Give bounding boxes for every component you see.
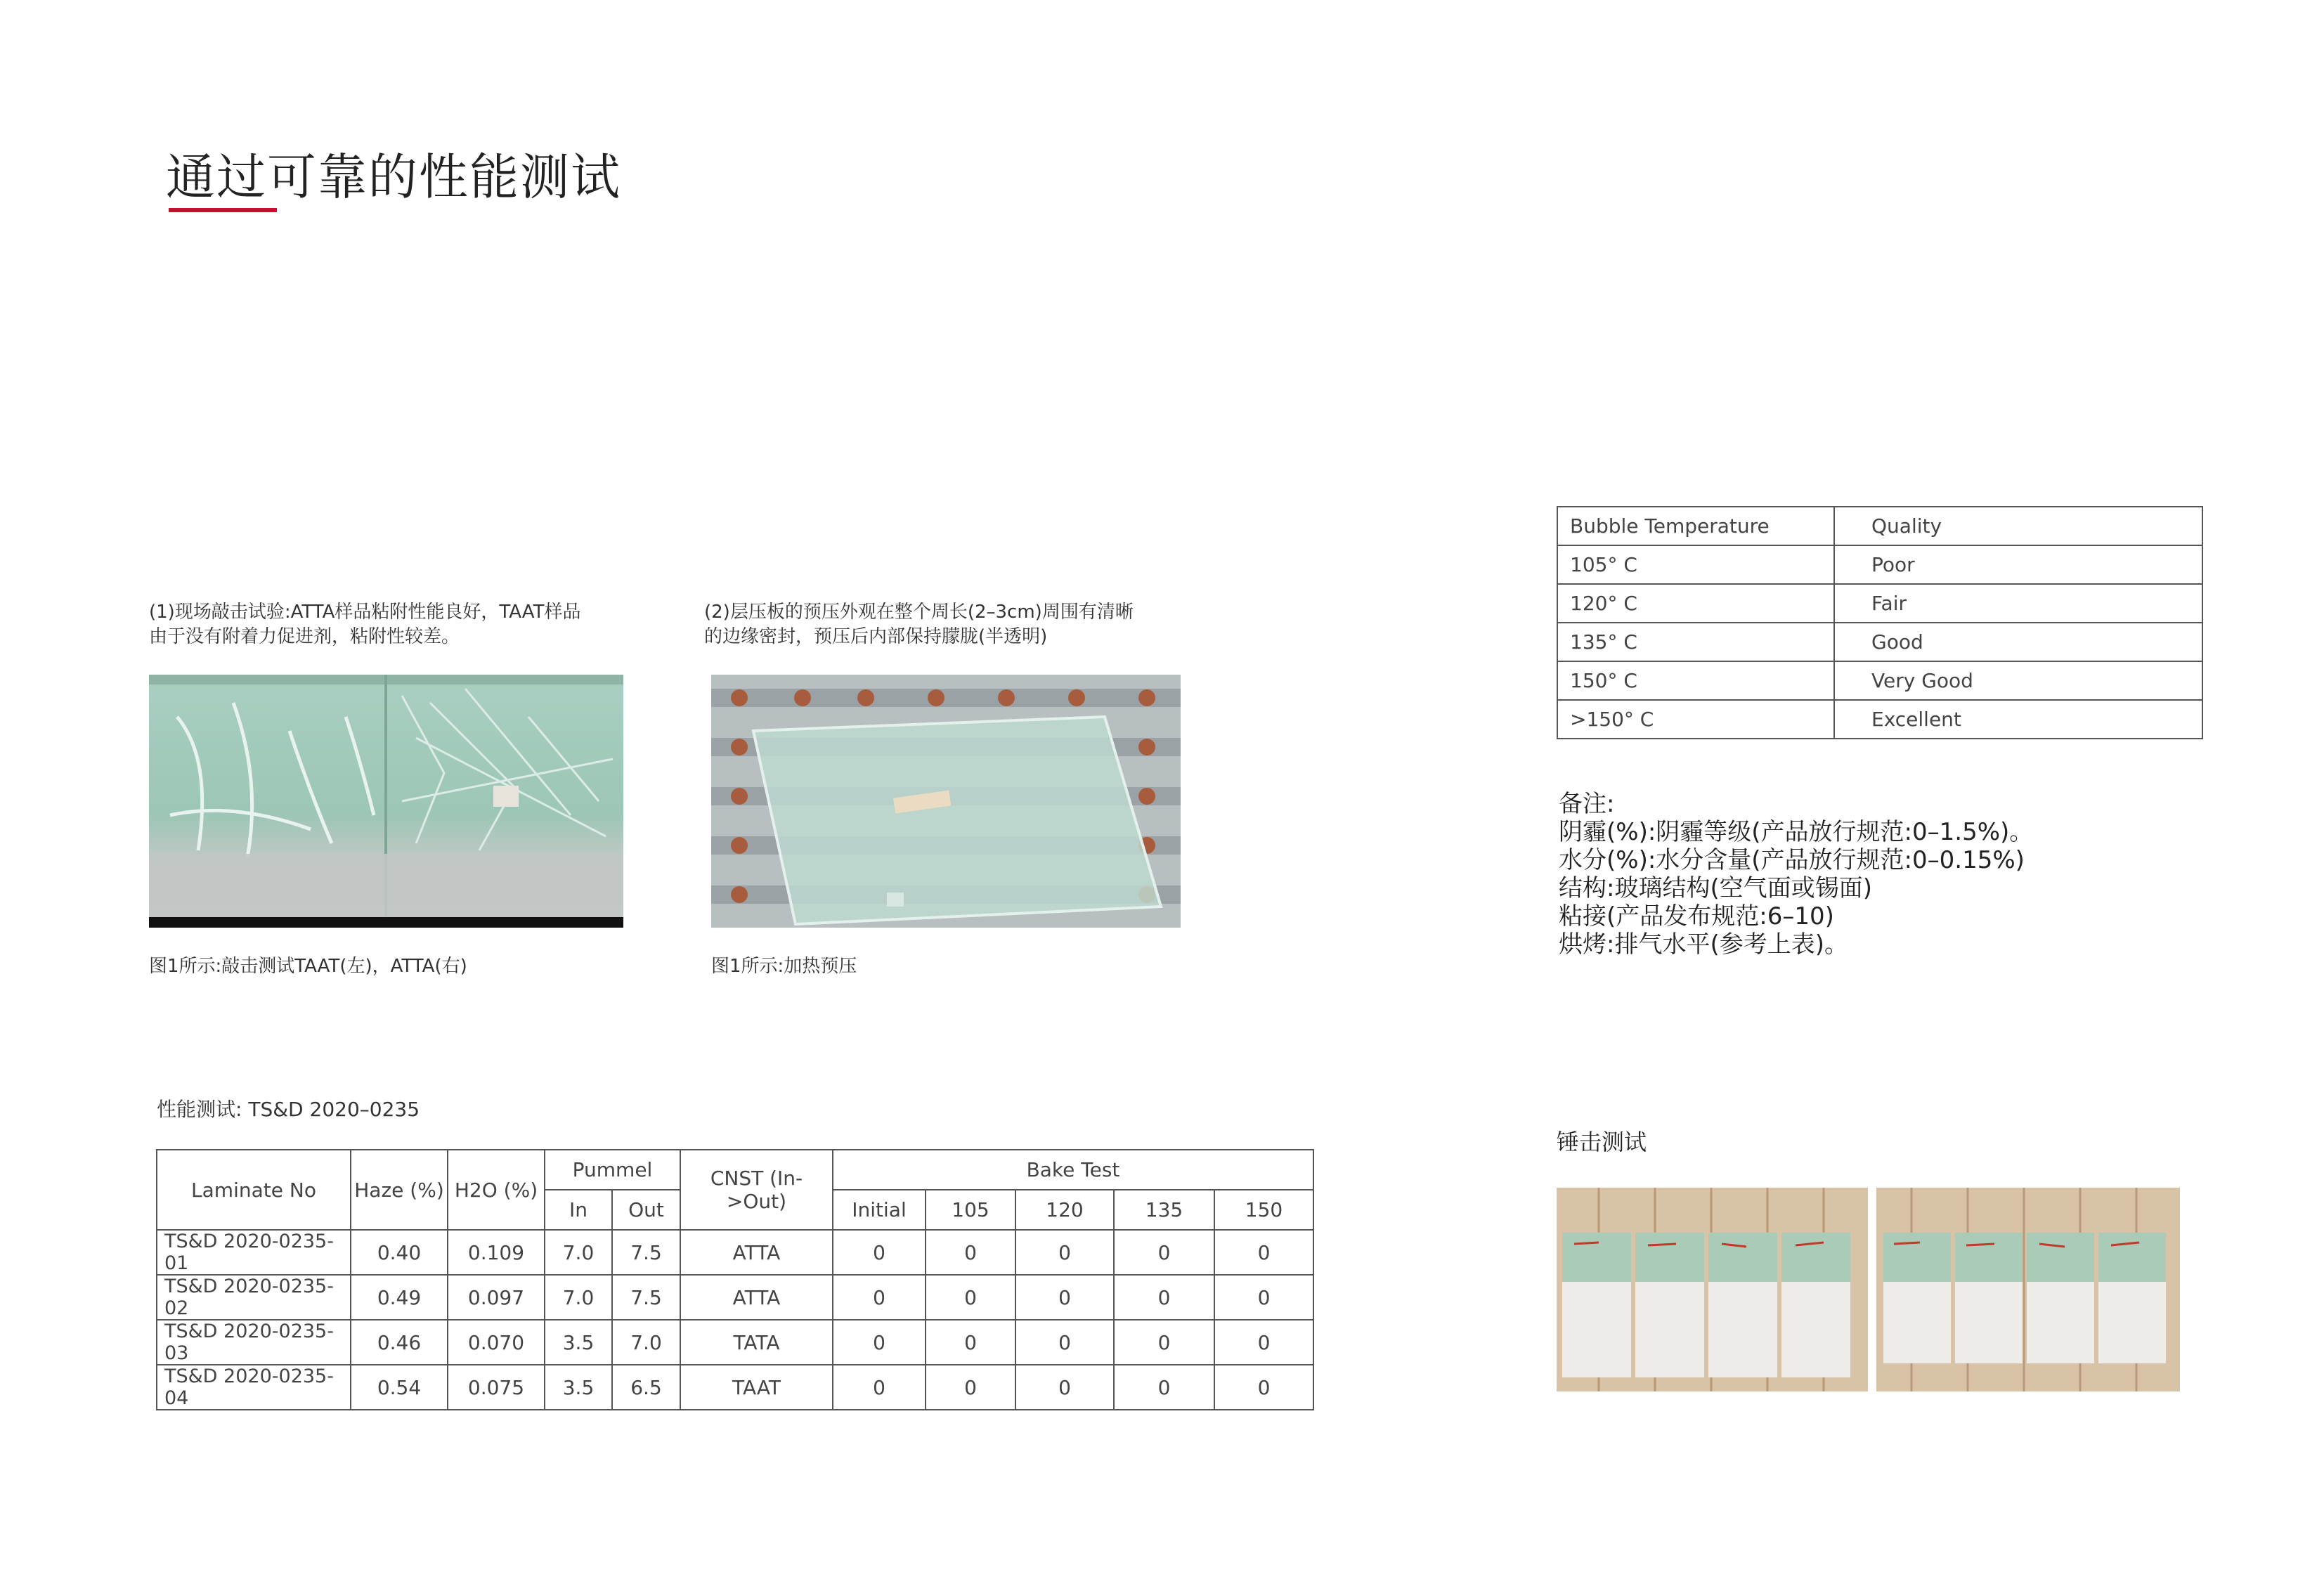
table-cell: 120° C	[1557, 584, 1834, 623]
table-row	[157, 1230, 1313, 1275]
caption-line: 的边缘密封，预压后内部保持朦胧(半透明)	[704, 626, 1048, 647]
table-cell: 7.5	[612, 1275, 680, 1320]
table-cell: 0.54	[351, 1365, 448, 1410]
table-cell: 0	[1015, 1275, 1114, 1320]
table-cell: 3.5	[545, 1365, 612, 1410]
header-bake-105: 105	[926, 1190, 1015, 1230]
table-row	[157, 1275, 1313, 1320]
table-cell: TS&D 2020-0235-04	[157, 1365, 351, 1410]
table-cell: 0	[926, 1320, 1015, 1365]
table-cell: 0	[1214, 1365, 1313, 1410]
table-cell: 0	[833, 1230, 926, 1275]
table-cell: 0	[926, 1230, 1015, 1275]
table-header-row	[1557, 507, 2202, 545]
title-underline	[169, 208, 277, 212]
table-cell: Bubble Temperature	[1557, 507, 1834, 545]
table-row	[157, 1320, 1313, 1365]
table-cell: 7.5	[612, 1230, 680, 1275]
header-pummel-out: Out	[612, 1190, 680, 1230]
notes-line: 粘接(产品发布规范:6–10)	[1559, 902, 1834, 930]
table-row	[1557, 623, 2202, 661]
caption-prepress	[704, 600, 1210, 649]
caption-line: 由于没有附着力促进剂，粘附性较差。	[149, 626, 460, 647]
table-cell: 0.097	[448, 1275, 545, 1320]
notes-heading: 备注:	[1559, 790, 1615, 818]
table-cell: 7.0	[612, 1320, 680, 1365]
table-cell: 150° C	[1557, 661, 1834, 700]
table-cell: Quality	[1834, 507, 2202, 545]
table-cell: ATTA	[680, 1230, 833, 1275]
figure-caption-2: 图1所示:加热预压	[711, 956, 857, 977]
table-cell: 135° C	[1557, 623, 1834, 661]
table-cell: Very Good	[1834, 661, 2202, 700]
table-cell: Poor	[1834, 545, 2202, 584]
header-h2o: H2O (%)	[448, 1150, 545, 1230]
table-cell: 0	[1114, 1230, 1214, 1275]
table-cell: 0	[926, 1275, 1015, 1320]
header-bake-150: 150	[1214, 1190, 1313, 1230]
table-cell: TATA	[680, 1320, 833, 1365]
table-cell: 0.46	[351, 1320, 448, 1365]
header-haze: Haze (%)	[351, 1150, 448, 1230]
table-cell: 0.40	[351, 1230, 448, 1275]
notes-line: 烘烤:排气水平(参考上表)。	[1559, 930, 1848, 959]
performance-test-table	[156, 1149, 1314, 1410]
table-cell: 0.070	[448, 1320, 545, 1365]
hammer-test-photo-right	[1876, 1188, 2180, 1391]
table-cell: TS&D 2020-0235-01	[157, 1230, 351, 1275]
table-cell: 0.49	[351, 1275, 448, 1320]
performance-test-title: 性能测试: TS&D 2020–0235	[157, 1098, 420, 1121]
figure-caption-1: 图1所示:敲击测试TAAT(左)，ATTA(右)	[149, 956, 467, 977]
header-bake-initial: Initial	[833, 1190, 926, 1230]
table-cell: 0	[1214, 1275, 1313, 1320]
table-cell: 0	[833, 1365, 926, 1410]
header-bake-test: Bake Test	[833, 1150, 1313, 1190]
caption-line: (2)层压板的预压外观在整个周长(2–3cm)周围有清晰	[704, 602, 1134, 623]
table-cell: 7.0	[545, 1230, 612, 1275]
table-cell: 0	[1214, 1320, 1313, 1365]
table-cell: 0	[1015, 1320, 1114, 1365]
notes-line: 阴霾(%):阴霾等级(产品放行规范:0–1.5%)。	[1559, 818, 2034, 846]
table-row	[1557, 584, 2202, 623]
header-pummel: Pummel	[545, 1150, 680, 1190]
tap-test-photo	[149, 675, 623, 928]
table-cell: 0	[1214, 1230, 1313, 1275]
table-cell: 6.5	[612, 1365, 680, 1410]
table-cell: 0	[833, 1275, 926, 1320]
table-cell: 0	[1114, 1365, 1214, 1410]
notes-line: 水分(%):水分含量(产品放行规范:0–0.15%)	[1559, 846, 2025, 874]
table-row	[157, 1365, 1313, 1410]
table-cell: Fair	[1834, 584, 2202, 623]
table-cell: 7.0	[545, 1275, 612, 1320]
table-cell: 0	[1015, 1230, 1114, 1275]
table-cell: 105° C	[1557, 545, 1834, 584]
caption-line: (1)现场敲击试验:ATTA样品粘附性能良好，TAAT样品	[149, 602, 581, 623]
table-cell: Excellent	[1834, 700, 2202, 739]
notes-line: 结构:玻璃结构(空气面或锡面)	[1559, 874, 1872, 902]
table-cell: 3.5	[545, 1320, 612, 1365]
table-cell: 0	[1114, 1275, 1214, 1320]
notes-block	[1559, 790, 2033, 959]
bubble-quality-table	[1557, 506, 2203, 739]
table-cell: Good	[1834, 623, 2202, 661]
table-cell: 0.109	[448, 1230, 545, 1275]
table-row	[1557, 661, 2202, 700]
table-row	[1557, 545, 2202, 584]
table-cell: >150° C	[1557, 700, 1834, 739]
table-cell: TS&D 2020-0235-02	[157, 1275, 351, 1320]
header-bake-135: 135	[1114, 1190, 1214, 1230]
prepress-photo	[711, 675, 1181, 928]
header-pummel-in: In	[545, 1190, 612, 1230]
table-cell: TAAT	[680, 1365, 833, 1410]
header-cnst: CNST (In->Out)	[680, 1150, 833, 1230]
hammer-test-photo-left	[1557, 1188, 1868, 1391]
page-title: 通过可靠的性能测试	[166, 148, 621, 206]
table-cell: 0	[1114, 1320, 1214, 1365]
table-cell: 0	[833, 1320, 926, 1365]
table-cell: 0.075	[448, 1365, 545, 1410]
hammer-test-title: 锤击测试	[1557, 1129, 1647, 1155]
table-cell: TS&D 2020-0235-03	[157, 1320, 351, 1365]
table-cell: ATTA	[680, 1275, 833, 1320]
caption-tap-test	[149, 600, 641, 649]
table-cell: 0	[1015, 1365, 1114, 1410]
table-cell: 0	[926, 1365, 1015, 1410]
header-laminate-no: Laminate No	[157, 1150, 351, 1230]
header-bake-120: 120	[1015, 1190, 1114, 1230]
table-row	[1557, 700, 2202, 739]
